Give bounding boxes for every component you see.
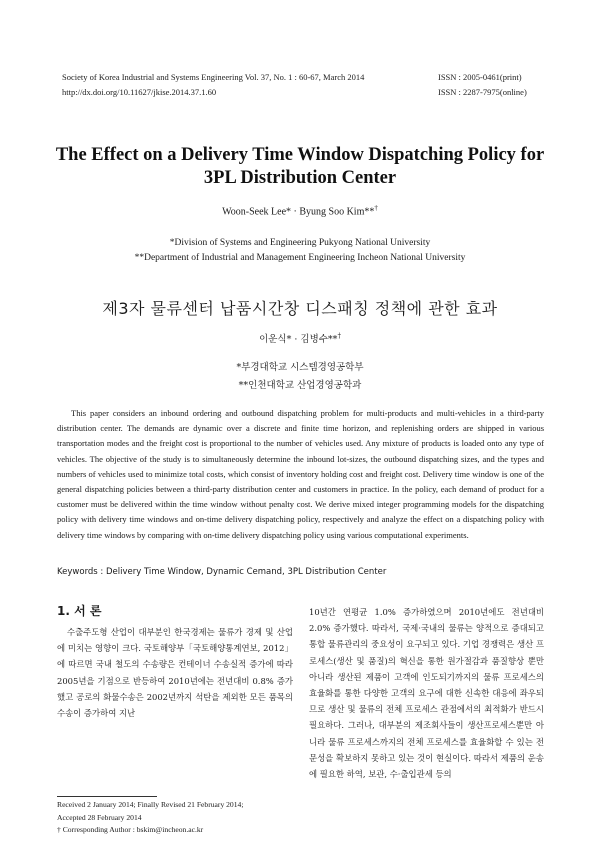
affiliation-list (0, 236, 600, 266)
paper-title-line-1: The Effect on a Delivery Time Window Dispatching Policy for (55, 145, 545, 165)
keywords-line (57, 567, 544, 577)
issn-block (438, 70, 558, 100)
korean-affiliation-list (0, 359, 600, 395)
doi-link[interactable]: http://dx.doi.org/10.11627/jkise.2014.37.1.60 (62, 87, 217, 97)
corresponding-author: † Corresponding Author : bskim@incheon.ac.kr (57, 825, 204, 834)
paper-title-line-2: 3PL Distribution Center (203, 168, 397, 188)
keywords-label: Keywords (57, 567, 98, 577)
body-paragraph-right: 10년간 연평균 1.0% 증가하였으며 2010년에도 전년대비 2.0% 증가했다. 따라서, 국제·국내의 물류는 양적으로 증대되고 통합 물류관리의 중요성이 요구되고 있다. 기업 경쟁력은 생산 프로세스(생산 및 품질)의 혁신을 통한 원가절감과 품질향상 뿐만 아니라 생산된 제품이 고객에 인도되기까지의 물류 프로세스의 효율화를 통한 다양한 고객의 요구에 대한 신속한 대응에 좌우되므로 생산 및 물류의 전체 프로세스 관점에서의 최적화가 반드시 필요하다. 그러나, 대부분의 제조회사들이 생산프로세스뿐만 아니라 물류 프로세스까지의 전체 프로세스를 효율화할 수 있는 전문성을 확보하지 못하고 있는 것이 현실이다. 따라서 제품의 운송에 필요한 하역, 보관, 수·출입관세 등의 (309, 607, 544, 780)
keywords-separator: : (97, 567, 107, 577)
author-names: Woon-Seek Lee* · Byung Soo Kim** (222, 206, 375, 218)
korean-affiliation-2: **인천대학교 산업경영공학과 (238, 380, 362, 391)
body-paragraph-left: 수출주도형 산업이 대부분인 한국경제는 물류가 경제 및 산업에 미치는 영향이 크다. 국토해양부「국토해양통계연보, 2012」에 따르면 국내 철도의 수송량은 컨테이너 수송실적 증가에 따라 2005년을 기점으로 반등하여 2010년에는 전년대비 0.8% 증가했고 공로의 화물수송은 2002년까지 석탄을 제외한 모든 품목의 수송이 증가하여 지난 (57, 627, 293, 719)
korean-corresponding-mark: † (337, 331, 341, 340)
footnote-rule (57, 796, 157, 797)
korean-author-list (0, 331, 600, 345)
affiliation-1: *Division of Systems and Engineering Pukyong National University (169, 238, 431, 248)
korean-title: 제3자 물류센터 납품시간창 디스패칭 정책에 관한 효과 (102, 299, 498, 318)
footnotes (57, 799, 297, 837)
body-column-left (57, 624, 293, 721)
korean-affiliation-1: *부경대학교 시스템경영공학부 (236, 362, 364, 373)
issn-print: ISSN : 2005-0461(print) (438, 72, 522, 82)
section-heading: 1. 서 론 (57, 604, 102, 618)
affiliation-2: **Department of Industrial and Management Engineering Incheon National University (134, 253, 466, 263)
journal-citation: Society of Korea Industrial and Systems Engineering Vol. 37, No. 1 : 60-67, March 2014 (62, 72, 365, 82)
accepted-date: Accepted 28 February 2014 (57, 812, 142, 822)
keywords-text: Delivery Time Window, Dynamic Cemand, 3PL Distribution Center (106, 567, 387, 577)
journal-header (62, 70, 422, 100)
paper-title (40, 144, 560, 190)
issn-online: ISSN : 2287-7975(online) (438, 87, 527, 97)
received-date: Received 2 January 2014; Finally Revised 21 February 2014; (57, 800, 244, 809)
korean-author-names: 이운식* · 김병수** (259, 334, 338, 345)
author-list (0, 204, 600, 217)
corresponding-mark: † (374, 204, 378, 212)
abstract: This paper considers an inbound ordering and outbound dispatching problem for multi-products and multi-vehicles in a third-party distribution center. The demands are dynamic over a discrete and finite time horizon, and replenishing orders are shipped in various transportation modes and the freight cost is proportional to the number of vehicles used. Any mixture of products is loaded onto any type of vehicles. The objective of the study is to simultaneously determine the inbound lot-sizes, the outbound dispatching sizes, and the types and numbers of vehicles used to minimize total costs, which consist of inventory holding cost and freight cost. Delivery time window is one of the general dispatching policies between a third-party distribution center and customers in practice. In the policy, each demand of product for a customer must be delivered within the time window without penalty cost. We derive mixed integer programming models for the dispatching policy with delivery time windows and on-time delivery dispatching policy, respectively and analyze the effect on a dispatching policy with delivery time windows by comparing with on-time delivery dispatching policy using various computational experiments. (57, 408, 544, 540)
body-column-right (309, 604, 544, 782)
